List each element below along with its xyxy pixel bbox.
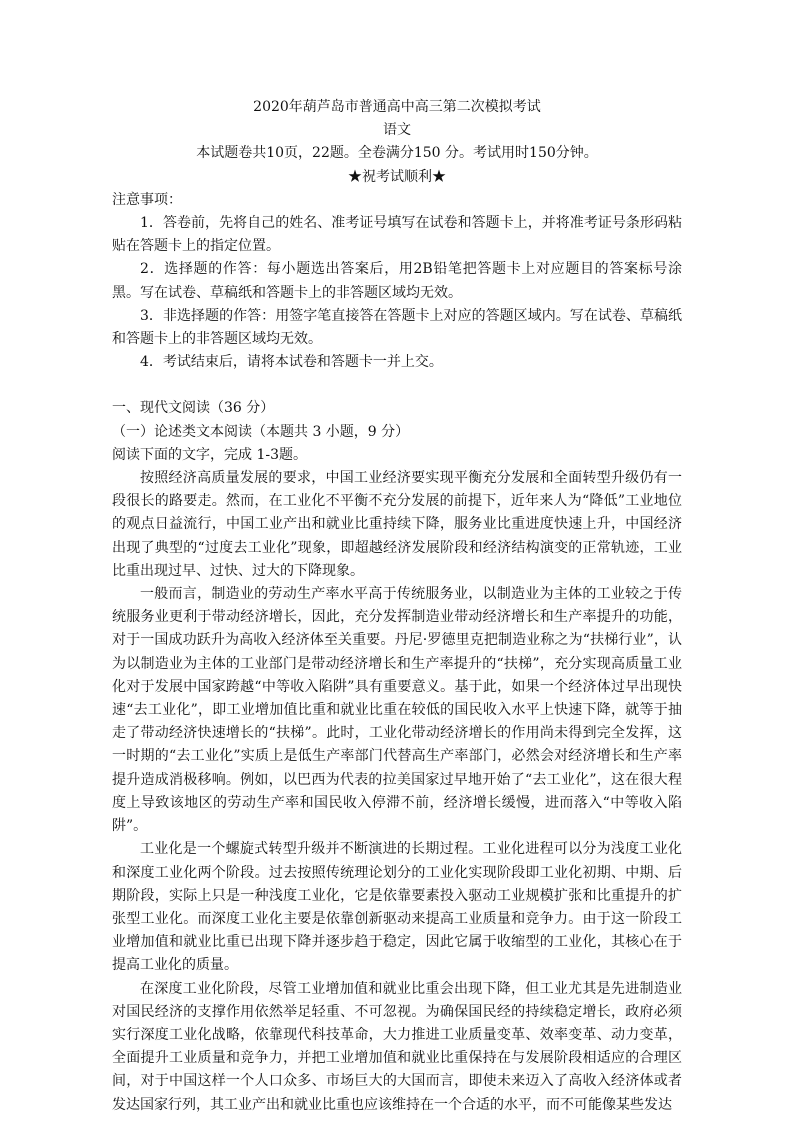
notes-block (112, 189, 682, 375)
section-heading: 一、现代文阅读（36 分） (112, 400, 275, 417)
passage-paragraph: 在深度工业化阶段，尽管工业增加值和就业比重会出现下降，但工业尤其是先进制造业对国民经济的支撑作用依然举足轻重、不可忽视。为确保国民经的持续稳定增长，政府必须实行深度工业化战略，依靠现代科技革命，大力推进工业质量变革、效率变革、动力变革，全面提升工业质量和竞争力，并把工业增加值和就业比重保持在与发展阶段相适应的合理区间，对于中国这样一个人口众多、市场巨大的大国而言，即使未来迈入了高收入经济体或者发达国家行列，其工业产出和就业比重也应该维持在一个合适的水平，而不可能像某些发达 (112, 980, 682, 1113)
subsection-heading: （一）论述类文本阅读（本题共 3 小题，9 分） (112, 423, 410, 440)
reading-section (112, 397, 682, 1116)
reading-instruction: 阅读下面的文字，完成 1-3题。 (112, 446, 307, 463)
note-item: 4．考试结束后，请将本试卷和答题卡一并上交。 (140, 354, 443, 371)
exam-title: 2020年葫芦岛市普通高中高三第二次模拟考试 (253, 99, 541, 115)
document-page (112, 96, 682, 1117)
subject-title: 语文 (383, 122, 411, 139)
note-item: 1．答卷前，先将自己的姓名、准考证号填写在试卷和答题卡上，并将准考证号条形码粘贴在答题卡上的指定位置。 (112, 215, 682, 255)
exam-header (112, 96, 682, 189)
spacer (112, 374, 682, 397)
exam-info: 本试题卷共10页，22题。全卷满分150 分。考试用时150分钟。 (196, 145, 598, 162)
note-item: 2．选择题的作答：每小题选出答案后，用2B铅笔把答题卡上对应题目的答案标号涂黑。写在试卷、草稿纸和答题卡上的非答题区域均无效。 (112, 261, 682, 301)
passage-paragraph: 一般而言，制造业的劳动生产率水平高于传统服务业，以制造业为主体的工业较之于传统服务业更利于带动经济增长，因此，充分发挥制造业带动经济增长和生产率提升的功能，对于一国成功跃升为高收入经济体至关重要。丹尼·罗德里克把制造业称之为“扶梯行业”，认为以制造业为主体的工业部门是带动经济增长和生产率提升的“扶梯”，充分实现高质量工业化对于发展中国家跨越“中等收入陷阱”具有重要意义。基于此，如果一个经济体过早出现快速“去工业化”，即工业增加值比重和就业比重在较低的国民收入水平上快速下降，就等于抽走了带动经济快速增长的“扶梯”。此时，工业化带动经济增长的作用尚未得到完全发挥，这一时期的“去工业化”实质上是低生产率部门代替高生产率部门，必然会对经济增长和生产率提升造成消极移响。例如，以巴西为代表的拉美国家过早地开始了“去工业化”，这在很大程度上导致该地区的劳动生产率和国民收入停滞不前，经济增长缓慢，进而落入“中等收入陷阱”。 (112, 586, 682, 835)
note-item: 3．非选择题的作答：用签字笔直接答在答题卡上对应的答题区域内。写在试卷、草稿纸和答题卡上的非答题区域均无效。 (112, 307, 682, 348)
notes-title: 注意事项： (112, 191, 182, 208)
blessing-line: ★祝考试顺利★ (348, 168, 446, 185)
passage-paragraph: 工业化是一个螺旋式转型升级并不断演进的长期过程。工业化进程可以分为浅度工业化和深度工业化两个阶段。过去按照传统理论划分的工业化实现阶段即工业化初期、中期、后期阶段，实际上只是一种浅度工业化，它是依靠要素投入驱动工业规模扩张和比重提升的扩张型工业化。而深度工业化主要是依靠创新驱动来提高工业质量和竞争力。由于这一阶段工业增加值和就业比重已出现下降并逐步趋于稳定，因此它属于收缩型的工业化，其核心在于提高工业化的质量。 (112, 841, 682, 974)
passage-paragraph: 按照经济高质量发展的要求，中国工业经济要实现平衡充分发展和全面转型升级仍有一段很长的路要走。然而，在工业化不平衡不充分发展的前提下，近年来人为“降低”工业地位的观点日益流行，中国工业产出和就业比重持续下降，服务业比重进度快速上升，中国经济出现了典型的“过度去工业化”现象，即超越经济发展阶段和经济结构演变的正常轨迹，工业比重出现过早、过快、过大的下降现象。 (112, 470, 682, 579)
